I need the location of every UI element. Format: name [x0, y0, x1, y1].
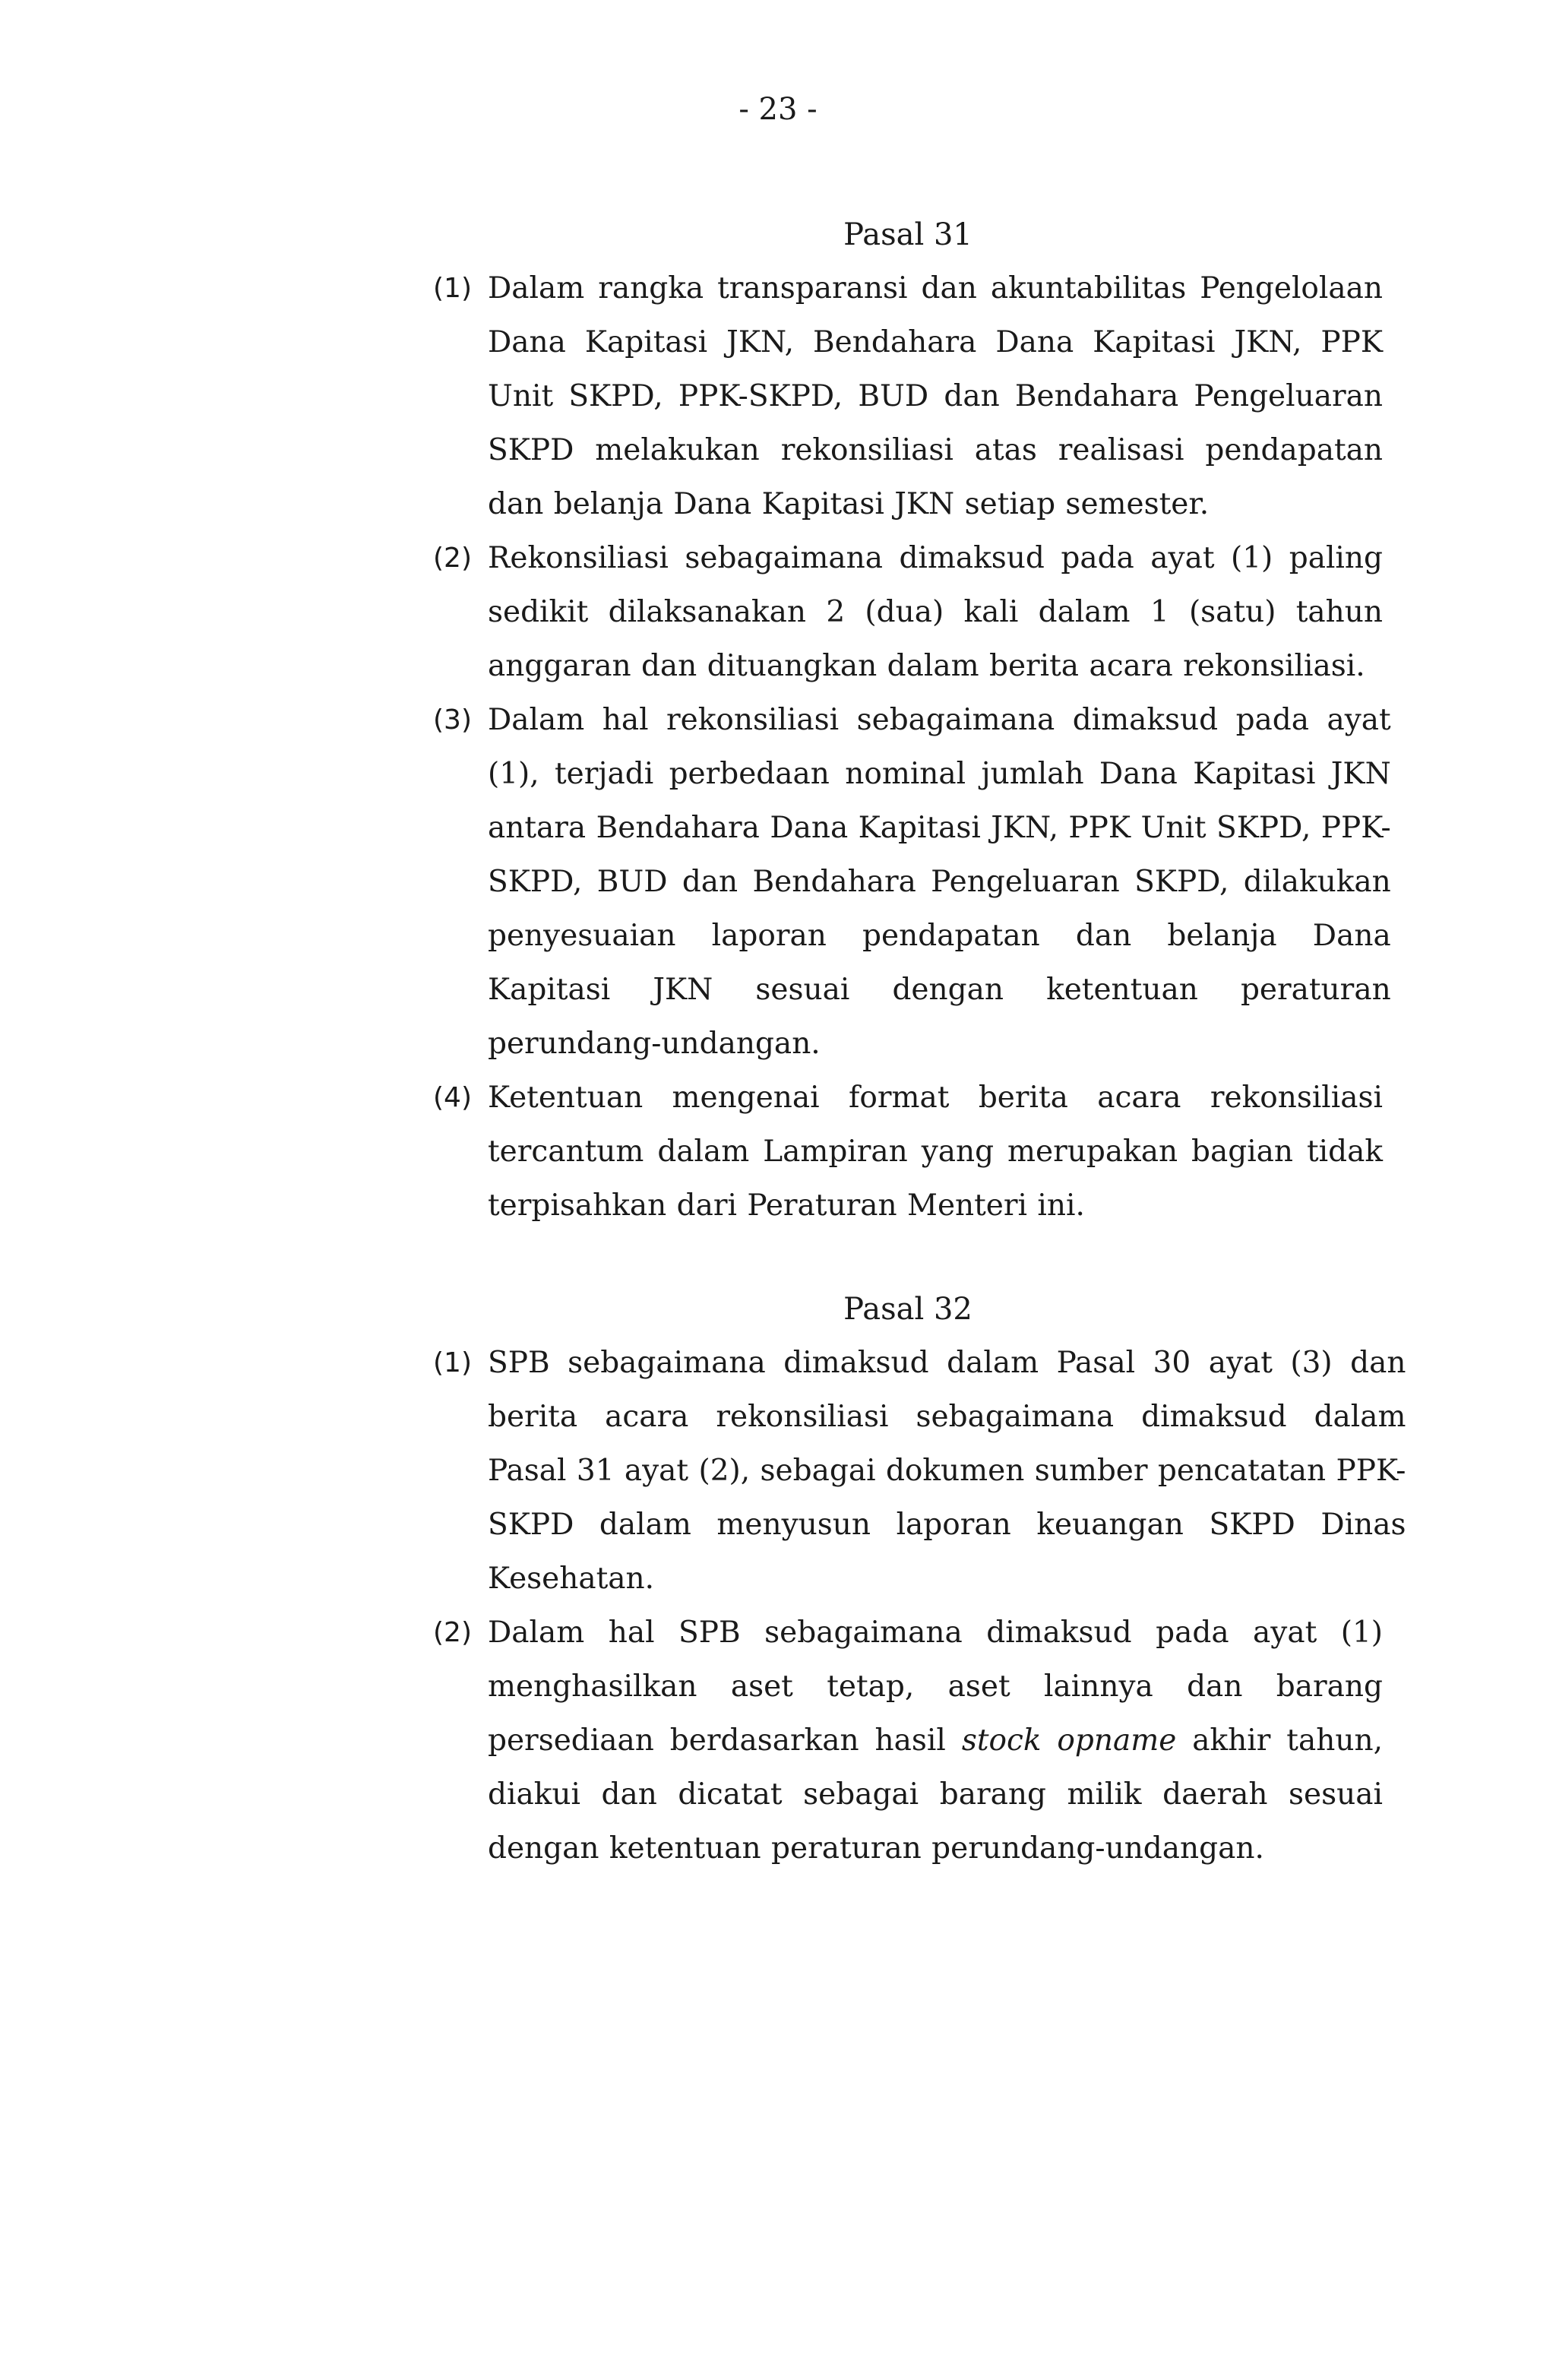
ayat-text: [488, 261, 1383, 531]
text-line: Rekonsiliasi sebagaimana dimaksud pada ayat (1) paling: [488, 541, 1383, 575]
text-line: penyesuaian laporan pendapatan dan belanja Dana: [488, 919, 1391, 953]
text-line: SKPD dalam menyusun laporan keuangan SKPD Dinas: [488, 1508, 1406, 1542]
italic-term: stock opname: [961, 1723, 1177, 1758]
ayat-number: (2): [433, 1617, 472, 1648]
text-line: Dalam hal SPB sebagaimana dimaksud pada ayat (1): [488, 1616, 1383, 1650]
ayat-number: (4): [433, 1082, 472, 1113]
ayat-number: (1): [433, 273, 472, 304]
pasal-31-ayat-4: [433, 1071, 1383, 1233]
text-line: Ketentuan mengenai format berita acara rekonsiliasi: [488, 1081, 1383, 1115]
pasal-32-section: [433, 1283, 1406, 1875]
text-line: Dana Kapitasi JKN, Bendahara Dana Kapitasi JKN, PPK: [488, 325, 1383, 359]
ayat-text: [488, 531, 1383, 693]
pasal-31-ayat-3: [433, 693, 1391, 1071]
text-line: dengan ketentuan peraturan perundang-undangan.: [488, 1831, 1264, 1866]
pasal-31-ayat-1: [433, 261, 1383, 531]
text-line: SPB sebagaimana dimaksud dalam Pasal 30 ayat (3) dan: [488, 1346, 1406, 1380]
text-line: tercantum dalam Lampiran yang merupakan bagian tidak: [488, 1135, 1383, 1169]
pasal-31-ayat-2: [433, 531, 1383, 693]
ayat-text: [488, 1606, 1383, 1875]
text-line: Kesehatan.: [488, 1562, 655, 1596]
ayat-text: [488, 1336, 1406, 1606]
text-line: menghasilkan aset tetap, aset lainnya dan barang: [488, 1669, 1383, 1704]
text-segment: persediaan berdasarkan hasil: [488, 1723, 946, 1758]
text-line-with-italic: [488, 1714, 1383, 1768]
ayat-text: [488, 1071, 1383, 1233]
ayat-number: (1): [433, 1347, 472, 1378]
text-line: SKPD melakukan rekonsiliasi atas realisasi pendapatan: [488, 433, 1383, 467]
text-line: perundang-undangan.: [488, 1027, 821, 1061]
ayat-number: (2): [433, 543, 472, 574]
ayat-number: (3): [433, 704, 472, 736]
text-line: SKPD, BUD dan Bendahara Pengeluaran SKPD, dilakukan: [488, 865, 1391, 899]
text-line: Unit SKPD, PPK-SKPD, BUD dan Bendahara Pengeluaran: [488, 379, 1383, 413]
text-line: antara Bendahara Dana Kapitasi JKN, PPK Unit SKPD, PPK-: [488, 811, 1391, 845]
text-line: Dalam rangka transparansi dan akuntabilitas Pengelolaan: [488, 271, 1383, 305]
page-number: - 23 -: [738, 92, 818, 127]
text-line: sedikit dilaksanakan 2 (dua) kali dalam 1 (satu) tahun: [488, 595, 1383, 629]
pasal-31-title: Pasal 31: [843, 217, 972, 252]
text-line: diakui dan dicatat sebagai barang milik daerah sesuai: [488, 1777, 1383, 1812]
text-line: terpisahkan dari Peraturan Menteri ini.: [488, 1188, 1085, 1223]
text-line: berita acara rekonsiliasi sebagaimana dimaksud dalam: [488, 1400, 1406, 1434]
pasal-32-ayat-2: [433, 1606, 1383, 1875]
ayat-text: [488, 693, 1391, 1071]
text-line: (1), terjadi perbedaan nominal jumlah Dana Kapitasi JKN: [488, 757, 1391, 791]
pasal-32-ayat-1: [433, 1336, 1406, 1606]
text-line: Dalam hal rekonsiliasi sebagaimana dimaksud pada ayat: [488, 703, 1391, 737]
text-line: dan belanja Dana Kapitasi JKN setiap semester.: [488, 487, 1210, 521]
text-line: Pasal 31 ayat (2), sebagai dokumen sumber pencatatan PPK-: [488, 1454, 1406, 1488]
text-line: anggaran dan dituangkan dalam berita acara rekonsiliasi.: [488, 649, 1365, 683]
text-segment: akhir tahun,: [1192, 1723, 1383, 1758]
pasal-32-title: Pasal 32: [843, 1292, 972, 1327]
pasal-31-section: [433, 208, 1391, 1233]
text-line: Kapitasi JKN sesuai dengan ketentuan peraturan: [488, 973, 1391, 1007]
